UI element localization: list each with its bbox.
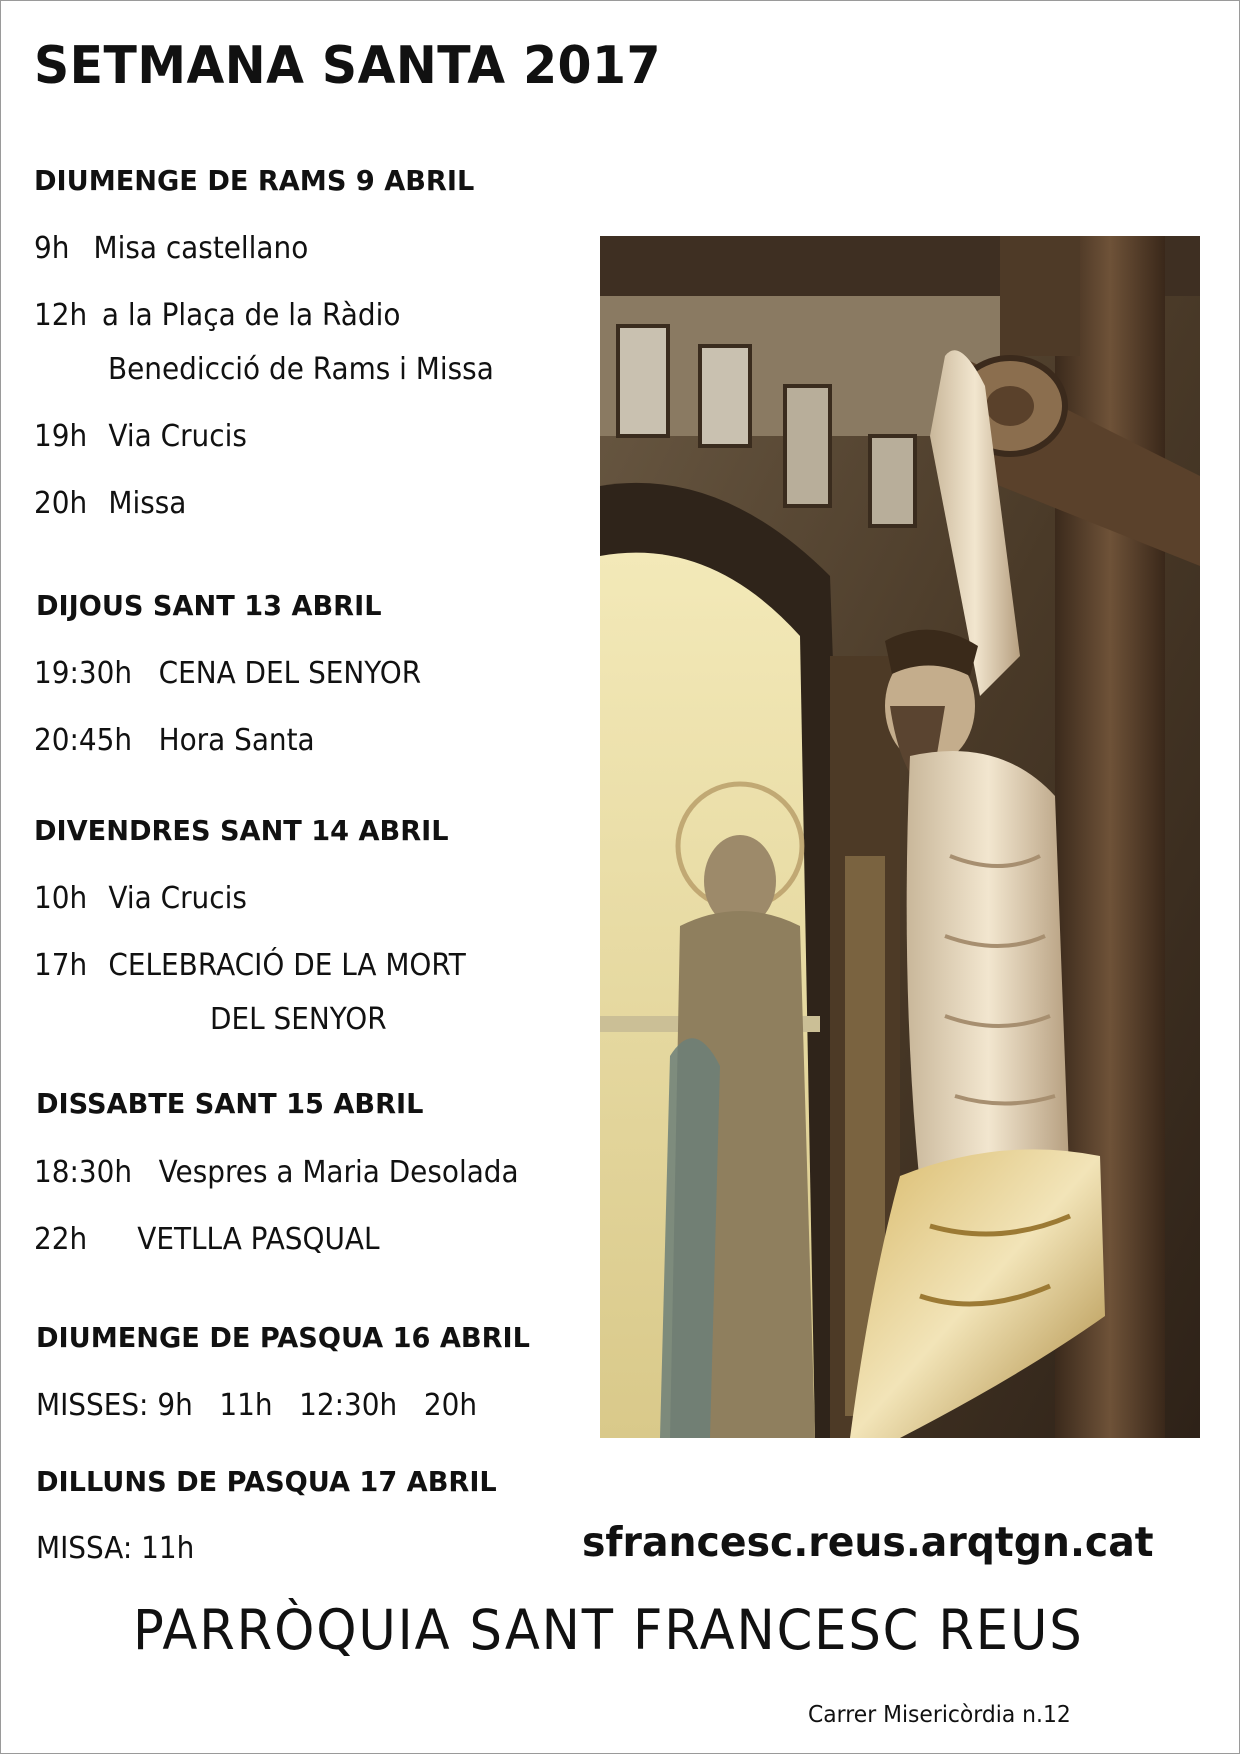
item-label: Missa <box>108 486 187 521</box>
day-heading-diumenge-rams: DIUMENGE DE RAMS 9 ABRIL <box>34 164 475 197</box>
item-time: 9h <box>34 231 70 266</box>
day-heading-dijous-sant: DIJOUS SANT 13 ABRIL <box>36 589 382 622</box>
item-time: 20:45h <box>34 723 133 758</box>
schedule-item <box>34 298 400 333</box>
item-time: 10h <box>34 881 88 916</box>
schedule-item <box>34 419 247 454</box>
parish-website: sfrancesc.reus.arqtgn.cat <box>582 1518 1154 1566</box>
crucifix-photo <box>600 236 1200 1438</box>
item-label: Via Crucis <box>108 419 247 454</box>
item-label: a la Plaça de la Ràdio <box>101 298 401 333</box>
schedule-item <box>34 486 186 521</box>
item-label: VETLLA PASQUAL <box>137 1222 380 1257</box>
day-heading-divendres-sant: DIVENDRES SANT 14 ABRIL <box>34 814 449 847</box>
item-label: Vespres a Maria Desolada <box>158 1155 519 1190</box>
item-label: Misa castellano <box>93 231 309 266</box>
item-time: 18:30h <box>34 1155 133 1190</box>
parish-address: Carrer Misericòrdia n.12 <box>808 1702 1071 1728</box>
page-title: SETMANA SANTA 2017 <box>34 36 662 96</box>
item-continuation: DEL SENYOR <box>210 1002 387 1037</box>
item-time: 19:30h <box>34 656 133 691</box>
item-continuation: Benedicció de Rams i Missa <box>108 352 494 387</box>
day-heading-diumenge-pasqua: DIUMENGE DE PASQUA 16 ABRIL <box>36 1321 530 1354</box>
item-time: 12h <box>34 298 88 333</box>
day-heading-dilluns-pasqua: DILLUNS DE PASQUA 17 ABRIL <box>36 1465 497 1498</box>
item-label: CENA DEL SENYOR <box>158 656 422 691</box>
schedule-item <box>34 881 247 916</box>
schedule-item: MISSA: 11h <box>36 1531 195 1566</box>
schedule-item <box>34 1155 519 1190</box>
item-label: Hora Santa <box>158 723 315 758</box>
schedule-item <box>34 1222 380 1257</box>
schedule-item <box>34 231 308 266</box>
item-time: 17h <box>34 948 88 983</box>
item-label: CELEBRACIÓ DE LA MORT <box>108 948 466 983</box>
parish-name: PARRÒQUIA SANT FRANCESC REUS <box>133 1598 1084 1662</box>
item-time: 19h <box>34 419 88 454</box>
schedule-item <box>34 723 315 758</box>
item-time: 20h <box>34 486 88 521</box>
schedule-item <box>34 656 421 691</box>
item-time: 22h <box>34 1222 88 1257</box>
schedule-item: MISSES: 9h 11h 12:30h 20h <box>36 1388 478 1423</box>
day-heading-dissabte-sant: DISSABTE SANT 15 ABRIL <box>36 1087 424 1120</box>
item-label: Via Crucis <box>108 881 247 916</box>
schedule-item <box>34 948 466 983</box>
